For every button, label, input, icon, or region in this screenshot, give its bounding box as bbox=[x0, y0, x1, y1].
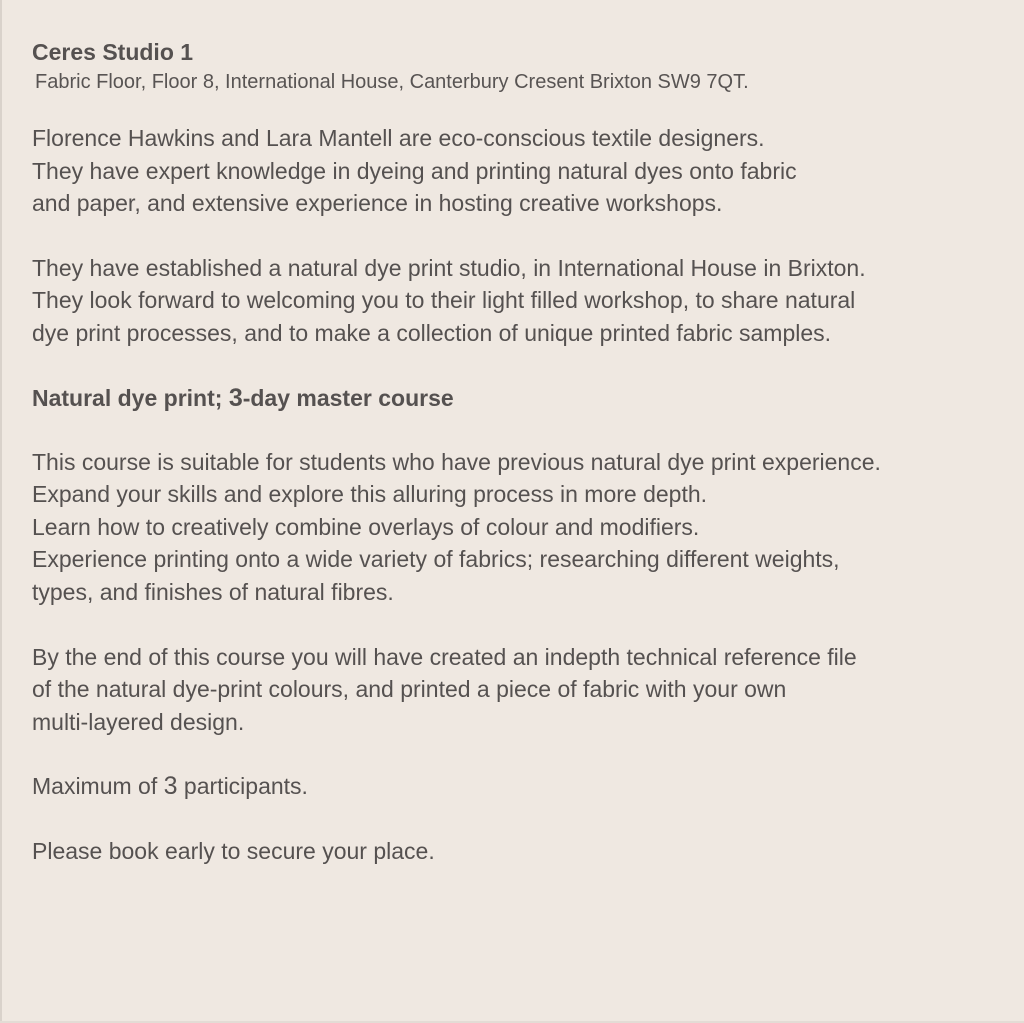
course-outcome-line: of the natural dye-print colours, and printed a piece of fabric with your own bbox=[32, 676, 787, 703]
course-title-prefix: Natural dye print; bbox=[32, 384, 229, 411]
course-info-page bbox=[32, 36, 1017, 900]
studio-info-line: They look forward to welcoming you to their light filled workshop, to share natural bbox=[32, 287, 856, 314]
participants-suffix: participants. bbox=[177, 773, 308, 800]
studio-address: Fabric Floor, Floor 8, International House, Canterbury Cresent Brixton SW9 7QT. bbox=[35, 71, 749, 93]
page-left-edge bbox=[0, 0, 2, 1023]
course-outcome bbox=[32, 641, 1017, 739]
course-days-number: 3 bbox=[228, 383, 243, 412]
intro-line: They have expert knowledge in dyeing and printing natural dyes onto fabric bbox=[32, 157, 797, 184]
course-description bbox=[32, 446, 1017, 609]
booking-note: Please book early to secure your place. bbox=[32, 837, 435, 864]
participants-number: 3 bbox=[163, 772, 178, 801]
intro-line: Florence Hawkins and Lara Mantell are eco-conscious textile designers. bbox=[32, 125, 765, 151]
course-outcome-line: By the end of this course you will have created an indepth technical reference file bbox=[32, 643, 857, 670]
participants-limit bbox=[32, 770, 1017, 803]
course-description-line: Experience printing onto a wide variety of fabrics; researching different weights, bbox=[32, 546, 840, 573]
studio-name: Ceres Studio 1 bbox=[32, 39, 194, 65]
course-description-line: types, and finishes of natural fibres. bbox=[32, 578, 394, 605]
intro-line: and paper, and extensive experience in hosting creative workshops. bbox=[32, 190, 723, 217]
studio-info-line: They have established a natural dye print studio, in International House in Brixton. bbox=[32, 254, 866, 281]
course-description-line: Learn how to creatively combine overlays of colour and modifiers. bbox=[32, 513, 700, 540]
studio-info-line: dye print processes, and to make a collection of unique printed fabric samples. bbox=[32, 319, 832, 346]
intro-paragraph bbox=[32, 122, 1017, 220]
studio-info-paragraph bbox=[32, 252, 1017, 350]
course-description-line: This course is suitable for students who have previous natural dye print experience. bbox=[32, 448, 881, 475]
participants-prefix: Maximum of bbox=[32, 773, 164, 800]
course-title-suffix: -day master course bbox=[242, 384, 454, 411]
course-title bbox=[32, 382, 1017, 414]
course-description-line: Expand your skills and explore this alluring process in more depth. bbox=[32, 481, 708, 508]
course-outcome-line: multi-layered design. bbox=[32, 708, 245, 735]
